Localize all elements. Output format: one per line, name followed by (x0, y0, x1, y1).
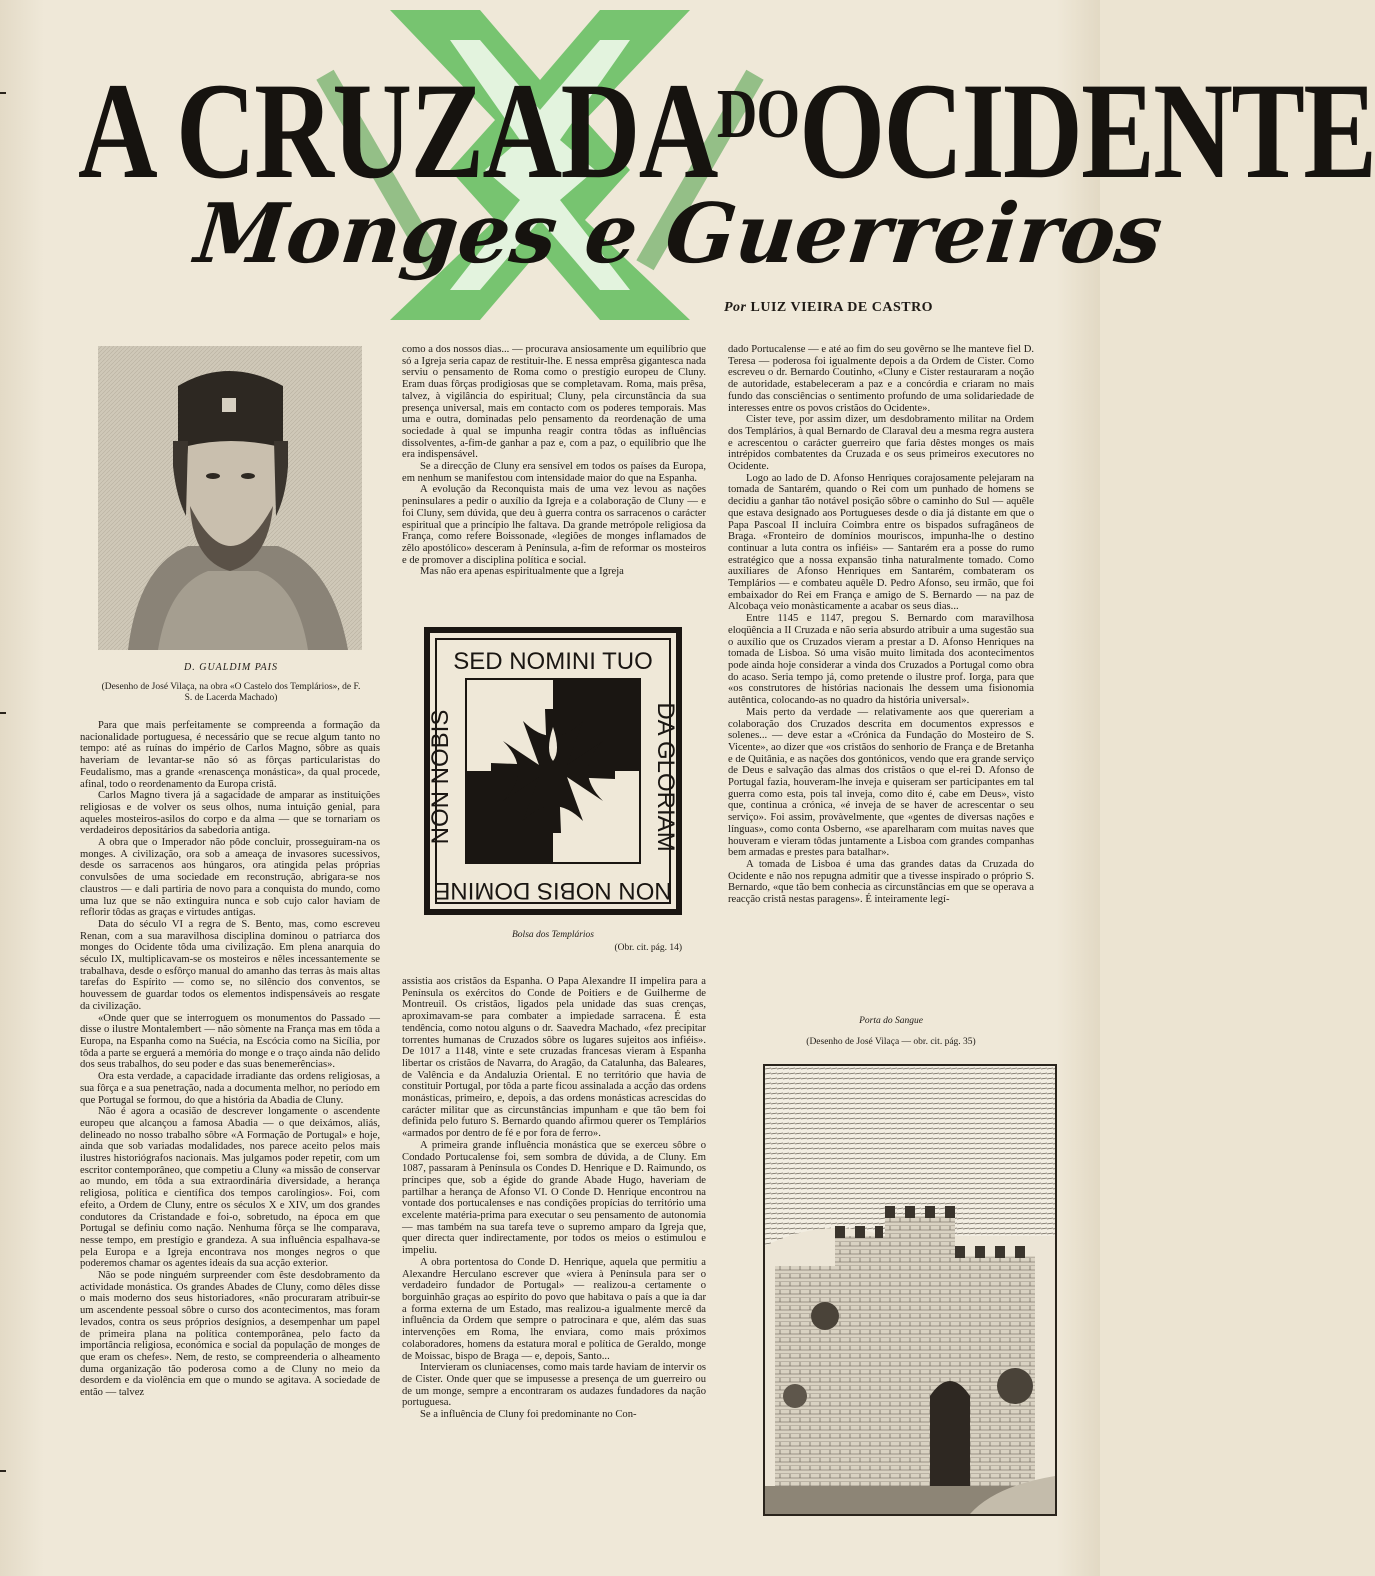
col2-paragraph: Se a direcção de Cluny era sensível em todos os países da Europa, em nenhum se manifestou com intensidade maior do que na Espanha. (402, 461, 706, 484)
col2-paragraph: assistia aos cristãos da Espanha. O Papa Alexandre II impelira para a Península os exércitos do Conde de Poitiers e de Guilherme de Montreuil. Os cristãos, ligados pela unidade das suas crenças, aproximavam-se para combater a impiedade sarracena. É esta tendência, como notou alguns o dr. Saavedra Machado, «fez precipitar torrentes humanas de Cruzados sôbre os lugares sujeitos aos infiéis». De 1017 a 1148, vinte e sete cruzadas francesas vieram à Espanha libertar os cristãos de Navarra, do Aragão, da Catalunha, das Baleares, de Valência e da Andaluzia Oriental. E no território que havia de constituir Portugal, por tôda a parte ficou assinalada a acção das ordens monásticas, primeiro, e, depois, a das ordens monásticas acrescidas do carácter militar que as circunstâncias impunham e que tão bem foi definida pelo futuro S. Bernardo quando afirmou querer os Templários «armados por dentro de fé e por fora de ferro». (402, 976, 706, 1140)
templar-seal-illustration (424, 627, 682, 915)
castle-caption-title: Porta do Sangue (859, 1016, 923, 1026)
col1-paragraph: Ora esta verdade, a capacidade irradiante das ordens religiosas, a sua fôrça e a sua penetração, nada a documenta melhor, no período em que Portugal se formou, do que a história da Abadia de Cluny. (80, 1071, 380, 1106)
col2-paragraph: A primeira grande influência monástica que se exerceu sôbre o Condado Portucalense foi, sem sombra de dúvida, a de Cluny. Em 1087, passaram à Península os Condes D. Henrique e D. Raimundo, os príncipes que, sob a égide do grande Abade Hugo, haveriam de partilhar a herança de Afonso VI. O Conde D. Henrique encontrou na vontade dos portucalenses e nas condições propícias do território uma excelente matéria-prima para executar o seu pensamento de autonomia — mas também na sua tarefa teve o supremo amparo da Igreja que, quer directa quer indirectamente, por todos os meios o estimulou e impeliu. (402, 1139, 706, 1257)
portrait-name: D. GUALDIM PAIS (184, 662, 278, 673)
seal-text-bottom: NON NOBIS DOMINE (434, 877, 672, 904)
seal-text-left: NON NOBIS (427, 709, 454, 845)
article-column-3 (728, 344, 1034, 906)
col3-paragraph: Entre 1145 e 1147, pregou S. Bernardo com maravilhosa eloqüência a II Cruzada e não seria absurdo atribuir a uma sugestão sua o auxílio que os Cruzados vieram a prestar a D. Afonso Henriques na tomada de Lisboa. Só uma visão muito limitada dos acontecimentos pode ainda hoje considerar a vinda dos Cruzados a Portugal como obra do acaso. Seria tempo já, como pretende o ilustre prof. Iorga, para que «os construtores de histórias nacionais lhe dessem uma fisionomia autêntica, colocando-as no quadro da história universal». (728, 613, 1034, 707)
article-column-1 (80, 720, 380, 1399)
col3-paragraph: Logo ao lado de D. Afonso Henriques corajosamente pelejaram na tomada de Santarém, quando o Rei com um punhado de homens se decidiu a ganhar tão notável posição sôbre o caminho do Sul — aquêle que estava designado aos Portugueses desde o dia já distante em que o Papa Pascoal II incluíra Coimbra entre os bispados sufragâneos de Braga. «Fronteiro de domínios mouriscos, impunha-lhe o destino continuar a luta contra os infiéis» — Santarém era a posse do rumo estratégico que a nossa expansão tinha naturalmente tomado. Como auxiliares de Afonso Henriques em Santarém, combateram os Templários — e combateu aquêle D. Pedro Afonso, seu irmão, que foi embaixador do Rei em França e amigo de S. Bernardo — na paz de Alcobaça veio monàsticamente a acabar os seus dias... (728, 472, 1034, 613)
col1-paragraph: Data do século VI a regra de S. Bento, mas, como escreveu Renan, com a sua maravilhosa disciplina dominou o patriarca dos monges do Ocidente tôda uma civilização. Em plena anarquia do século IX, multiplicavam-se os mosteiros e nêles incessantemente se trabalhava, desde o esfôrço manual do amanho das terras às mais altas tarefas do Espírito — como se, no silêncio dos conventos, se houvessem de guardar todos os elementos indispensáveis ao resgate da civilização. (80, 918, 380, 1012)
col2-paragraph: A evolução da Reconquista mais de uma vez levou as nações peninsulares a pedir o auxílio da Igreja e a colaboração de Cluny — e foi Cluny, sem dúvida, que deu à guerra contra os sarracenos o carácter espiritual que a princípio lhe faltava. Da grande metrópole religiosa da França, como refere Boissonade, «legiões de monges inflamados de zêlo apostólico» desceram à Península, a-fim de reformar os mosteiros e de promover a disciplina política e social. (402, 484, 706, 566)
col2-paragraph: A obra portentosa do Conde D. Henrique, aquela que permitiu a Alexandre Herculano escrever que «viera à Península para ser o verdadeiro fundador de Portugal» — realizou-a certamente o borguinhão graças ao espírito do povo que habitava o país a que ia dar a forma externa de um Estado, mas realizou-a igualmente mercê da influência da Ordem que sempre o patrocinara e que, além das suas intervenções em Roma, lhe enviara, como mais próximos colaboradores, homens da estatura moral e política de Geraldo, monge de Moissac, bispo de Braga — e, depois, Santo... (402, 1256, 706, 1362)
article-column-2-bottom (402, 976, 706, 1421)
col2-paragraph: Mas não era apenas espiritualmente que a Igreja (420, 566, 624, 578)
col1-paragraph: Não se pode ninguém surpreender com êste desdobramento da actividade monástica. Os grandes Abades de Cluny, como dêles disse o mais moderno dos seus historiadores, «não procuraram atribuir-se um ascendente pessoal sôbre o curso dos acontecimentos, mas foram levados, contra os seus próprios desígnios, a desempenhar um papel de primeira plana na política contemporânea, pelo facto da importância religiosa, económica e social da população de monges de que eram os chefes». Nem, de resto, se compreenderia o alheamento duma organização tão poderosa como a de Cluny no meio da desordem e da violência em que o mundo se agitava. A sociedade de então — talvez (80, 1270, 380, 1399)
headline (78, 40, 1375, 207)
binding-mark (0, 712, 6, 714)
binding-mark (0, 92, 6, 94)
castle-caption (738, 1016, 1044, 1048)
headline-part2: DO (716, 76, 800, 153)
article-column-2-top (402, 344, 706, 578)
col2-paragraph: como a dos nossos dias... — procurava ansiosamente um equilíbrio que só a Igreja seria capaz de restituir-lhe. E nessa emprêsa gigantesca nada serviu o pensamento de Roma como o prestígio europeu de Cluny. Eram duas fôrças prodigiosas que se completavam. Roma, mais prêsa, talvez, à vigilância do espiritual; Cluny, pela circunstância da sua presença universal, mais em contacto com os poderes temporais. Mas uma e outra, dominadas pelo pensamento da reordenação de uma sociedade à qual se impunha reagir contra tôdas as influências dissolventes, a-fim-de ganhar a paz e, com a paz, o equilíbrio que lhe era indispensável. (402, 344, 706, 461)
portrait-credit: (Desenho de José Vilaça, na obra «O Castelo dos Templários», de F. S. de Lacerda Machado) (101, 682, 361, 703)
headline-part3: OCIDENTE (799, 54, 1375, 207)
byline-author: LUIZ VIEIRA DE CASTRO (750, 300, 934, 315)
col3-paragraph: Mais perto da verdade — relativamente aos que quereriam a colaboração dos Cruzados descrita em documentos expressos e solenes... — deve estar a «Crónica da Fundação do Mosteiro de S. Vicente», ao dizer que «os cristãos do senhorio de França e de Bretanha e de Quitânia, e as nações dos gontónicos, vendo que era grande serviço de Deus e salvação das almas dos cristãos o que el-rei D. Afonso de Portugal fazia, houveram-lhe inveja e quiseram ser participantes em tal guerra como esta, pois tal inveja, como dito é, cabe em Deus», visto que, continua a crónica, «é inveja de se haver de acrescentar o seu serviço». Foi assim, provàvelmente, que «gentes de diversas nações e línguas», como conta Osberno, «se aparelharam com muitas naves que houveram e vieram tôdas juntamente a Lisboa com grandes companhas bem armadas e prestes para batalhar». (728, 706, 1034, 859)
portrait-caption (100, 662, 362, 704)
col3-paragraph: Cister teve, por assim dizer, um desdobramento militar na Ordem dos Templários, à qual Bernardo de Claraval deu a mesma regra austera e acrescentou o carácter guerreiro que faria dêstes monges os mais intrépidos combatentes da Cruzada e os seus primeiros executores no Ocidente. (728, 414, 1034, 473)
seal-text-top: SED NOMINI TUO (453, 648, 653, 675)
seal-credit: (Obr. cit. pág. 14) (614, 943, 682, 953)
col2-paragraph: Se a influência de Cluny foi predominante no Con- (420, 1409, 637, 1421)
col1-paragraph: «Onde quer que se interroguem os monumentos do Passado — disse o ilustre Montalembert — não sòmente na França mas em tôda a Europa, na Espanha como na Suécia, na Escócia como na Sicília, por tôda a parte se erguerá a memória do monge e o traço ainda não delido dos seus trabalhos, do seu poder e das suas benemerências». (80, 1012, 380, 1071)
col1-paragraph: A obra que o Imperador não pôde concluir, prosseguiram-na os monges. A civilização, ora sob a ameaça de invasores sucessivos, desde os sarracenos aos húngaros, ora atingida pelas próprias convulsões de uma sociedade em reconstrução, abrigara-se nos claustros — e dali partiria de novo para a conquista do mundo, como uma luz que se não extinguira nunca e sob cujo calor haviam de reflorir tôdas as graças e virtudes antigas. (80, 837, 380, 919)
byline-prefix: Por (724, 300, 747, 315)
col1-paragraph: Carlos Magno tivera já a sagacidade de amparar as instituições religiosas e de volver os seus olhos, numa intuição genial, para aqueles mosteiros-asilos do corpo e da alma — que se tornariam os verdadeiros depositários da sabedoria antiga. (80, 790, 380, 837)
byline (724, 300, 933, 316)
portrait-drawing (98, 346, 362, 650)
seal-text-right: DA GLORIAM (652, 702, 679, 852)
castle-illustration (763, 1064, 1057, 1516)
portrait-gualdim-pais (98, 346, 362, 650)
seal-caption (424, 930, 682, 954)
subheadline: Monges e Guerreiros (190, 186, 1167, 282)
binding-mark (0, 1470, 6, 1472)
col3-paragraph: A tomada de Lisboa é uma das grandes datas da Cruzada do Ocidente e não nos repugna admitir que a tivesse inspirado o próprio S. Bernardo, «que tão bem conhecia as circunstâncias em que se operava a reacção cristã nestas paragens». É inteiramente legí- (728, 858, 1034, 906)
castle-credit: (Desenho de José Vilaça — obr. cit. pág. 35) (806, 1037, 976, 1047)
col3-paragraph: dado Portucalense — e até ao fim do seu govêrno se lhe manteve fiel D. Teresa — poderosa foi igualmente depois a da Ordem de Cister. Como escreveu o dr. Bernardo Coutinho, «Cluny e Cister restauraram a noção de autoridade, estabeleceram a paz e a concórdia e criaram no mais fundo das consciências o sentimento profundo de uma solidariedade de interesses entre os povos cristãos do Ocidente». (728, 344, 1034, 414)
col1-paragraph: Não é agora a ocasião de descrever longamente o ascendente europeu que alcançou a famosa Abadia — o que deixámos, aliás, delineado no nosso trabalho sôbre «A Formação de Portugal» e hoje, ainda que sob variadas modalidades, nos parece aceito pelos mais ilustres historiógrafos nacionais. Mas julgamos poder repetir, com um escritor contemporâneo, que competiu a Cluny «a missão de conservar ao mundo, em tôda a sua extraordinária diversidade, a herança religiosa, política e científica dos tempos carolíngios». Foi, com efeito, a Ordem de Cluny, entre os séculos X e XIV, um dos grandes condutores da Cristandade e foi-o, sobretudo, na época em que Portugal se definiu como nação. Nenhuma fôrça se lhe comparava, nesse tempo, em prestígio e grandeza. A sua influência espalhava-se pela Europa e a Igreja encontrava nos monges negros o que poderemos chamar os agentes ideais da sua acção exterior. (80, 1106, 380, 1270)
seal-caption-title: Bolsa dos Templários (512, 930, 594, 940)
col1-paragraph: Para que mais perfeitamente se compreenda a formação da nacionalidade portuguesa, é necessário que se recue algum tanto no tempo: até as ruínas do império de Carlos Magno, sôbre as quais haveriam de levantar-se não só as fôrças particularistas do Feudalismo, mas a grande «renascença monástica», da qual procede, afinal, todo o reordenamento da Europa cristã. (80, 720, 380, 790)
col2-paragraph: Intervieram os cluniacenses, como mais tarde haviam de intervir os de Cister. Onde quer que se impusesse a presença de um guerreiro ou de um monge, sempre a encontraram os audazes fundadores da nação portuguesa. (402, 1362, 706, 1409)
castle-drawing (765, 1066, 1055, 1514)
headline-part1: A CRUZADA (78, 54, 717, 207)
